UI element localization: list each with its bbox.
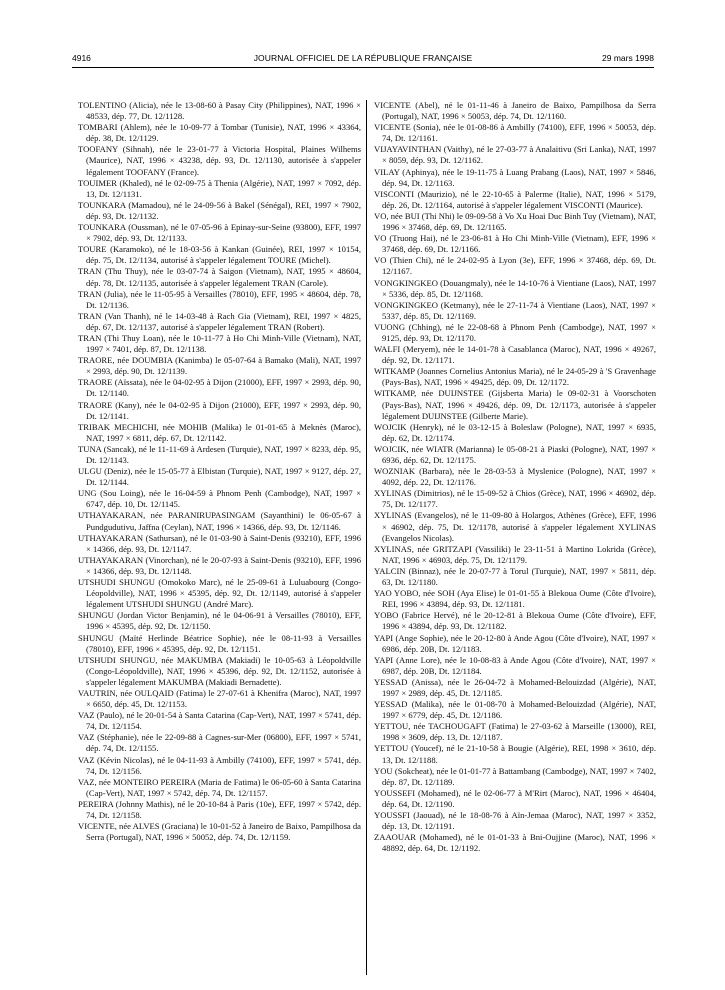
naturalization-entry: YAPI (Ange Sophie), née le 20-12-80 à Ande Agou (Côte d'Ivoire), NAT, 1997 × 6986, dép. 20B, Dt. 12/1183. bbox=[374, 632, 656, 654]
naturalization-entry: SHUNGU (Jordan Victor Benjamin), né le 04-06-91 à Versailles (78010), EFF, 1996 × 45395, dép. 92, Dt. 12/1150. bbox=[78, 610, 361, 632]
issue-date: 29 mars 1998 bbox=[602, 53, 654, 63]
naturalization-entry: VAZ, née MONTEIRO PEREIRA (Maria de Fatima) le 06-05-60 à Santa Catarina (Cap-Vert), NAT, 1997 × 5742, dép. 74, Dt. 12/1157. bbox=[78, 776, 361, 798]
page-header bbox=[72, 53, 654, 67]
naturalization-entry: YOUSSFI (Jaouad), né le 18-08-76 à Aïn-Jemaa (Maroc), NAT, 1997 × 3352, dép. 13, Dt. 12/1191. bbox=[374, 810, 656, 832]
naturalization-entry: WITKAMP (Joannes Cornelius Antonius Maria), né le 24-05-29 à 'S Gravenhage (Pays-Bas), NAT, 1996 × 49425, dép. 09, Dt. 12/1172. bbox=[374, 366, 656, 388]
naturalization-entry: UTHAYAKARAN, née PARANIRUPASINGAM (Sayanthini) le 06-05-67 à Pundgudutivu, Jaffna (Ceylan), NAT, 1996 × 14366, dép. 93, Dt. 12/1146. bbox=[78, 510, 361, 532]
naturalization-entry: YETTOU (Youcef), né le 21-10-58 à Bougie (Algérie), REI, 1998 × 3610, dép. 13, Dt. 12/1188. bbox=[374, 743, 656, 765]
naturalization-entry: VO (Truong Hai), né le 23-06-81 à Ho Chi Minh-Ville (Vietnam), EFF, 1996 × 37468, dép. 69, Dt. 12/1166. bbox=[374, 233, 656, 255]
naturalization-entry: YALCIN (Binnaz), née le 20-07-77 à Torul (Turquie), NAT, 1997 × 5811, dép. 63, Dt. 12/1180. bbox=[374, 565, 656, 588]
header-rule bbox=[72, 67, 654, 68]
naturalization-entry: UTHAYAKARAN (Sathursan), né le 01-03-90 à Saint-Denis (93210), EFF, 1996 × 14366, dép. 93, Dt. 12/1147. bbox=[78, 532, 361, 554]
naturalization-entry: VONGKINGKEO (Ketmany), née le 27-11-74 à Vientiane (Laos), NAT, 1997 × 5337, dép. 85, Dt. 12/1169. bbox=[374, 299, 656, 321]
naturalization-entry: YESSAD (Malika), née le 01-08-70 à Mohamed-Belouizdad (Algérie), NAT, 1997 × 6779, dép. 45, Dt. 12/1186. bbox=[374, 699, 656, 721]
naturalization-entry: VAZ (Stéphanie), née le 22-09-88 à Cagnes-sur-Mer (06800), EFF, 1997 × 5741, dép. 74, Dt. 12/1155. bbox=[78, 732, 361, 754]
naturalization-entry: TRAN (Julia), née le 11-05-95 à Versailles (78010), EFF, 1995 × 48604, dép. 78, Dt. 12/1136. bbox=[78, 288, 361, 310]
naturalization-entry: TOURE (Karamoko), né le 18-03-56 à Kankan (Guinée), REI, 1997 × 10154, dép. 75, Dt. 12/1134, autorisé à s'appeler légalement TOURE (Michel). bbox=[78, 244, 361, 266]
naturalization-entry: WOJCIK (Henryk), né le 03-12-15 à Boleslaw (Pologne), NAT, 1997 × 6935, dép. 62, Dt. 12/1174. bbox=[374, 421, 656, 443]
naturalization-entry: VUONG (Chhing), né le 22-08-68 à Phnom Penh (Cambodge), NAT, 1997 × 9125, dép. 93, Dt. 12/1170. bbox=[374, 321, 656, 343]
naturalization-entry: YAPI (Anne Lore), née le 10-08-83 à Ande Agou (Côte d'Ivoire), NAT, 1997 × 6987, dép. 20B, Dt. 12/1184. bbox=[374, 654, 656, 676]
naturalization-entry: VAZ (Paulo), né le 20-01-54 à Santa Catarina (Cap-Vert), NAT, 1997 × 5741, dép. 74, Dt. 12/1154. bbox=[78, 710, 361, 732]
naturalization-entry: XYLINAS, née GRITZAPI (Vassiliki) le 23-11-51 à Martino Lokrida (Grèce), NAT, 1996 × 46903, dép. 75, Dt. 12/1179. bbox=[374, 543, 656, 565]
naturalization-entry: TUNA (Sancak), né le 11-11-69 à Ardesen (Turquie), NAT, 1997 × 8233, dép. 95, Dt. 12/1143. bbox=[78, 443, 361, 465]
naturalization-entry: XYLINAS (Dimitrios), né le 15-09-52 à Chios (Grèce), NAT, 1996 × 46902, dép. 75, Dt. 12/1177. bbox=[374, 488, 656, 510]
naturalization-entry: UTSHUDI SHUNGU, née MAKUMBA (Makiadi) le 10-05-63 à Léopoldville (Congo-Léopoldville), NAT, 1996 × 45396, dép. 92, Dt. 12/1152, autorisée à s'appeler légalement MAKUMBA (Makiadi Bernadette). bbox=[78, 654, 361, 687]
page-number: 4916 bbox=[72, 53, 91, 63]
naturalization-entry: TRIBAK MECHICHI, née MOHIB (Malika) le 01-01-65 à Meknès (Maroc), NAT, 1997 × 6811, dép. 67, Dt. 12/1142. bbox=[78, 421, 361, 443]
naturalization-entry: TOMBARI (Ahlem), née le 10-09-77 à Tombar (Tunisie), NAT, 1996 × 43364, dép. 38, Dt. 12/1129. bbox=[78, 122, 361, 144]
right-column bbox=[374, 100, 656, 980]
naturalization-entry: VICENTE (Sonia), née le 01-08-86 à Ambilly (74100), EFF, 1996 × 50053, dép. 74, Dt. 12/1161. bbox=[374, 122, 656, 144]
naturalization-entry: WOJCIK, née WIATR (Marianna) le 05-08-21 à Piaski (Pologne), NAT, 1997 × 6936, dép. 62, Dt. 12/1175. bbox=[374, 443, 656, 465]
naturalization-entry: UTSHUDI SHUNGU (Omokoko Marc), né le 25-09-61 à Luluabourg (Congo-Léopoldville), NAT, 1996 × 45395, dép. 92, Dt. 12/1149, autorisé à s'appeler légalement UTSHUDI SHUNGU (André Marc). bbox=[78, 577, 361, 610]
naturalization-entry: VILAY (Aphinya), née le 19-11-75 à Luang Prabang (Laos), NAT, 1997 × 5846, dép. 94, Dt. 12/1163. bbox=[374, 166, 656, 188]
naturalization-entry: WOZNIAK (Barbara), née le 28-03-53 à Myslenice (Pologne), NAT, 1997 × 4092, dép. 22, Dt. 12/1176. bbox=[374, 466, 656, 488]
naturalization-entry: WALFI (Meryem), née le 14-01-78 à Casablanca (Maroc), NAT, 1996 × 49267, dép. 92, Dt. 12/1171. bbox=[374, 344, 656, 366]
naturalization-entry: TRAN (Thu Thuy), née le 03-07-74 à Saigon (Vietnam), NAT, 1995 × 48604, dép. 78, Dt. 12/1135, autorisée à s'appeler légalement TRAN (Carole). bbox=[78, 266, 361, 288]
naturalization-entry: SHUNGU (Maïté Herlinde Béatrice Sophie), née le 08-11-93 à Versailles (78010), EFF, 1996 × 45395, dép. 92, Dt. 12/1151. bbox=[78, 632, 361, 654]
naturalization-entry: TRAN (Van Thanh), né le 14-03-48 à Rach Gia (Vietnam), REI, 1997 × 4825, dép. 67, Dt. 12/1137, autorisé à s'appeler légalement TRAN (Robert). bbox=[78, 310, 361, 332]
naturalization-entry: ZAAOUAR (Mohamed), né le 01-01-33 à Bni-Oujjine (Maroc), NAT, 1996 × 48892, dép. 64, Dt. 12/1192. bbox=[374, 832, 656, 854]
naturalization-entry: VAZ (Kévin Nicolas), né le 04-11-93 à Ambilly (74100), EFF, 1997 × 5741, dép. 74, Dt. 12/1156. bbox=[78, 754, 361, 776]
naturalization-entry: VO, née BUI (Thi Nhi) le 09-09-58 à Vo Xu Hoai Duc Binh Tuy (Vietnam), NAT, 1996 × 37468, dép. 69, Dt. 12/1165. bbox=[374, 210, 656, 233]
naturalization-entry: YETTOU, née TACHOUGAFT (Fatima) le 27-03-62 à Marseille (13000), REI, 1998 × 3609, dép. 13, Dt. 12/1187. bbox=[374, 721, 656, 743]
column-divider bbox=[366, 100, 367, 975]
naturalization-entry: TOOFANY (Sihnah), née le 23-01-77 à Victoria Hospital, Plaines Wilhems (Maurice), NAT, 1996 × 43238, dép. 93, Dt. 12/1130, autorisée à s'appeler légalement TOOFANY (France). bbox=[78, 144, 361, 177]
naturalization-entry: PEREIRA (Johnny Mathis), né le 20-10-84 à Paris (10e), EFF, 1997 × 5742, dép. 74, Dt. 12/1158. bbox=[78, 798, 361, 820]
naturalization-entry: YAO YOBO, née SOH (Aya Elise) le 01-01-55 à Blekoua Oume (Côte d'Ivoire), REI, 1996 × 43894, dép. 93, Dt. 12/1181. bbox=[374, 588, 656, 610]
naturalization-entry: TRAORE, née DOUMBIA (Kanimba) le 05-07-64 à Bamako (Mali), NAT, 1997 × 2993, dép. 90, Dt. 12/1139. bbox=[78, 355, 361, 377]
naturalization-entry: TRAN (Thi Thuy Loan), née le 10-11-77 à Ho Chi Minh-Ville (Vietnam), NAT, 1997 × 7401, dép. 87, Dt. 12/1138. bbox=[78, 332, 361, 355]
naturalization-entry: WITKAMP, née DUIJNSTEE (Gijsberta Maria) le 09-02-31 à Voorschoten (Pays-Bas), NAT, 1996 × 49426, dép. 09, Dt. 12/1173, autorisée à s'appeler légalement DUIJNSTEE (Gilberte Marie). bbox=[374, 388, 656, 421]
naturalization-entry: YOBO (Fabrice Hervé), né le 20-12-81 à Blekoua Oume (Côte d'Ivoire), EFF, 1996 × 43894, dép. 93, Dt. 12/1182. bbox=[374, 610, 656, 632]
naturalization-entry: TRAORE (Aïssata), née le 04-02-95 à Dijon (21000), EFF, 1997 × 2993, dép. 90, Dt. 12/1140. bbox=[78, 377, 361, 399]
naturalization-entry: XYLINAS (Evangelos), né le 11-09-80 à Holargos, Athènes (Grèce), EFF, 1996 × 46902, dép. 75, Dt. 12/1178, autorisé à s'appeler légalement XYLINAS (Evangelos Nicolas). bbox=[374, 510, 656, 543]
naturalization-entry: TOUNKARA (Oussman), né le 07-05-96 à Epinay-sur-Seine (93800), EFF, 1997 × 7902, dép. 93, Dt. 12/1133. bbox=[78, 222, 361, 244]
naturalization-entry: YOU (Sokcheat), née le 01-01-77 à Battambang (Cambodge), NAT, 1997 × 7402, dép. 87, Dt. 12/1189. bbox=[374, 765, 656, 787]
left-column bbox=[78, 100, 361, 980]
naturalization-entry: YOUSSEFI (Mohamed), né le 02-06-77 à M'Rirt (Maroc), NAT, 1996 × 46404, dép. 64, Dt. 12/1190. bbox=[374, 787, 656, 809]
naturalization-entry: VISCONTI (Maurizio), né le 22-10-65 à Palerme (Italie), NAT, 1996 × 5179, dép. 26, Dt. 12/1164, autorisé à s'appeler légalement VISCONTI (Maurice). bbox=[374, 188, 656, 210]
naturalization-entry: VO (Thien Chi), né le 24-02-95 à Lyon (3e), EFF, 1996 × 37468, dép. 69, Dt. 12/1167. bbox=[374, 255, 656, 277]
naturalization-entry: VONGKINGKEO (Douangmaly), née le 14-10-76 à Vientiane (Laos), NAT, 1997 × 5336, dép. 85, Dt. 12/1168. bbox=[374, 277, 656, 299]
naturalization-entry: YESSAD (Anissa), née le 26-04-72 à Mohamed-Belouizdad (Algérie), NAT, 1997 × 2989, dép. 45, Dt. 12/1185. bbox=[374, 676, 656, 698]
naturalization-entry: TRAORE (Kany), née le 04-02-95 à Dijon (21000), EFF, 1997 × 2993, dép. 90, Dt. 12/1141. bbox=[78, 399, 361, 421]
naturalization-entry: VICENTE (Abel), né le 01-11-46 à Janeiro de Baixo, Pampilhosa da Serra (Portugal), NAT, 1996 × 50053, dép. 74, Dt. 12/1160. bbox=[374, 100, 656, 122]
naturalization-entry: ULGU (Deniz), née le 15-05-77 à Elbistan (Turquie), NAT, 1997 × 9127, dép. 27, Dt. 12/1144. bbox=[78, 466, 361, 488]
journal-title: JOURNAL OFFICIEL DE LA RÉPUBLIQUE FRANÇAISE bbox=[253, 53, 473, 63]
naturalization-entry: VAUTRIN, née OULQAID (Fatima) le 27-07-61 à Khenifra (Maroc), NAT, 1997 × 6650, dép. 45, Dt. 12/1153. bbox=[78, 687, 361, 710]
naturalization-entry: TOUIMER (Khaled), né le 02-09-75 à Thenia (Algérie), NAT, 1997 × 7092, dép. 13, Dt. 12/1131. bbox=[78, 177, 361, 199]
naturalization-entry: UTHAYAKARAN (Vinorchan), né le 20-07-93 à Saint-Denis (93210), EFF, 1996 × 14366, dép. 93, Dt. 12/1148. bbox=[78, 554, 361, 576]
naturalization-entry: TOUNKARA (Mamadou), né le 24-09-56 à Bakel (Sénégal), REI, 1997 × 7902, dép. 93, Dt. 12/1132. bbox=[78, 199, 361, 221]
naturalization-entry: TOLENTINO (Alicia), née le 13-08-60 à Pasay City (Philippines), NAT, 1996 × 48533, dép. 77, Dt. 12/1128. bbox=[78, 100, 361, 122]
naturalization-entry: UNG (Sou Loing), née le 16-04-59 à Phnom Penh (Cambodge), NAT, 1997 × 6747, dép. 10, Dt. 12/1145. bbox=[78, 488, 361, 510]
naturalization-entry: VIJAYAVINTHAN (Vaithy), né le 27-03-77 à Analaitivu (Sri Lanka), NAT, 1997 × 8059, dép. 93, Dt. 12/1162. bbox=[374, 144, 656, 166]
naturalization-entry: VICENTE, née ALVES (Graciana) le 10-01-52 à Janeiro de Baixo, Pampilhosa da Serra (Portugal), NAT, 1996 × 50052, dép. 74, Dt. 12/1159. bbox=[78, 821, 361, 843]
